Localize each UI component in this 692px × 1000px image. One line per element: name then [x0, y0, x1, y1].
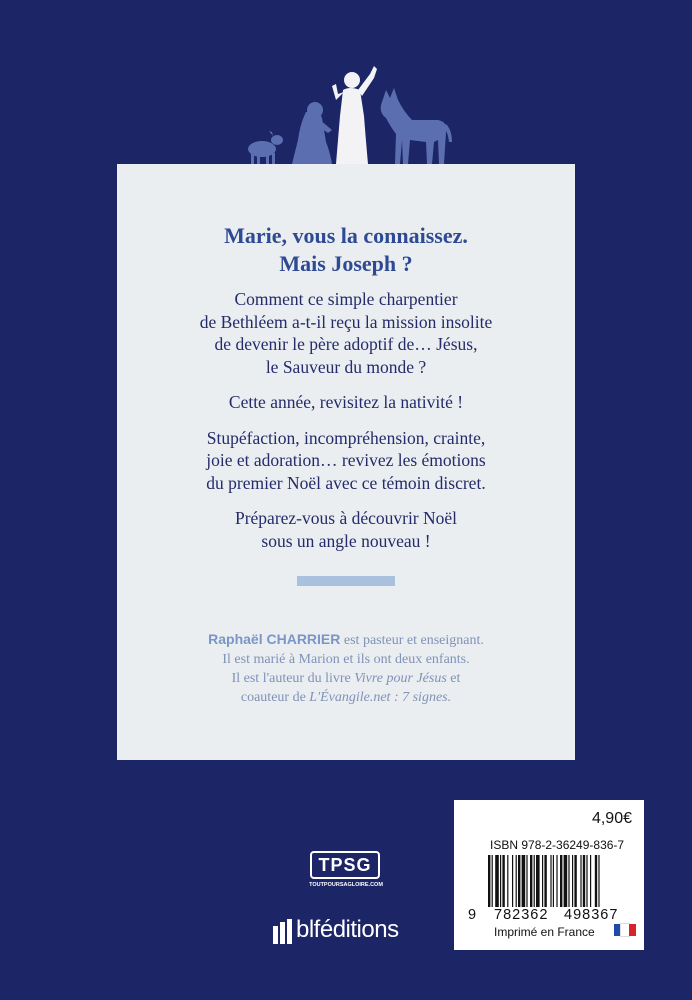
tpsg-logo: [306, 849, 386, 893]
nativity-silhouettes: [240, 60, 460, 166]
isbn: ISBN 978-2-36249-836-7: [490, 838, 625, 852]
lamb-icon: [248, 131, 283, 164]
description-line: du premier Noël avec ce témoin discret.: [206, 472, 486, 493]
description-line: Stupéfaction, incompréhension, crainte,: [206, 427, 486, 448]
flag-stripe: [614, 924, 621, 936]
summary-panel: [117, 164, 575, 760]
barcode-bar: [564, 855, 568, 907]
barcode-digit-first: 9: [468, 907, 478, 923]
book-title: Vivre pour Jésus: [354, 671, 447, 686]
barcode-bar: [516, 855, 517, 907]
barcode-bar: [572, 855, 573, 907]
barcode-bar: [512, 855, 513, 907]
blf-editions-wordmark: blféditions: [296, 916, 399, 943]
mary-icon: [292, 102, 332, 164]
barcode-bar: [556, 855, 557, 907]
barcode-bar: [598, 855, 599, 907]
barcode-bar: [534, 855, 535, 907]
tpsg-logo-url: TOUTPOURSAGLOIRE.COM: [309, 882, 383, 888]
description-line: le Sauveur du monde ?: [265, 356, 427, 377]
barcode-bar: [583, 855, 585, 907]
headline-line-1: Marie, vous la connaissez.: [224, 223, 468, 248]
description-paragraph-4: [147, 507, 545, 552]
printed-in-label: Imprimé en France: [494, 925, 595, 939]
barcode-bar: [518, 855, 520, 907]
barcode-bar: [542, 855, 543, 907]
barcode-bar: [500, 855, 501, 907]
barcode-bar: [544, 855, 546, 907]
description-paragraph-1: [147, 288, 545, 378]
description-paragraph-3: [147, 427, 545, 495]
description-line: joie et adoration… revivez les émotions: [206, 450, 486, 470]
france-flag-icon: [614, 924, 636, 936]
flag-stripe: [629, 924, 636, 936]
author-bio: [137, 630, 555, 707]
barcode-bar: [553, 855, 554, 907]
description-line: de Bethléem a-t-il reçu la mission insolite: [199, 311, 493, 332]
author-bio-text: Il est marié à Marion et ils ont deux enfants.: [222, 652, 470, 667]
description-paragraph-2: Cette année, revisitez la nativité !: [228, 392, 464, 412]
book-title: L'Évangile.net : 7 signes.: [309, 690, 452, 705]
barcode-sticker: [454, 800, 644, 950]
barcode-digits-right: 498367: [564, 907, 619, 923]
price: 4,90€: [591, 810, 632, 827]
barcode-bar: [590, 855, 591, 907]
description-line: Comment ce simple charpentier: [234, 289, 458, 309]
book-description: [147, 288, 545, 565]
blf-editions-logo: [272, 916, 422, 950]
joseph-icon: [332, 66, 377, 164]
headline-line-2: Mais Joseph ?: [279, 251, 413, 276]
barcode-bar: [488, 855, 490, 907]
author-bio-text: est pasteur et enseignant.: [340, 633, 484, 648]
author-bio-text: Il est l'auteur du livre: [231, 671, 355, 686]
books-icon: [272, 918, 294, 946]
barcode-bar: [574, 855, 576, 907]
donkey-icon: [381, 88, 452, 164]
barcode-bar: [550, 855, 551, 907]
divider: [297, 576, 395, 586]
barcode-bar: [580, 855, 581, 907]
flag-stripe: [621, 924, 628, 936]
barcode-bar: [492, 855, 493, 907]
author-bio-text: coauteur de: [240, 690, 310, 705]
barcode-bar: [568, 855, 569, 907]
barcode-bar: [522, 855, 526, 907]
description-line: de devenir le père adoptif de… Jésus,: [214, 334, 478, 354]
barcode: [488, 855, 636, 907]
author-bio-text: et: [446, 671, 461, 686]
headline: [117, 222, 575, 278]
barcode-bar: [526, 855, 527, 907]
barcode-bar: [495, 855, 499, 907]
author-name: Raphaël CHARRIER: [208, 631, 341, 647]
barcode-bar: [530, 855, 532, 907]
tpsg-logo-text: TPSG: [310, 851, 380, 879]
barcode-bar: [536, 855, 540, 907]
barcode-bar: [586, 855, 587, 907]
barcode-bar: [560, 855, 562, 907]
barcode-bar: [595, 855, 597, 907]
barcode-bar: [502, 855, 504, 907]
barcode-bar: [507, 855, 508, 907]
description-line: sous un angle nouveau !: [261, 530, 431, 551]
description-line: Préparez-vous à découvrir Noël: [234, 508, 458, 528]
barcode-digits-left: 782362: [494, 907, 549, 923]
